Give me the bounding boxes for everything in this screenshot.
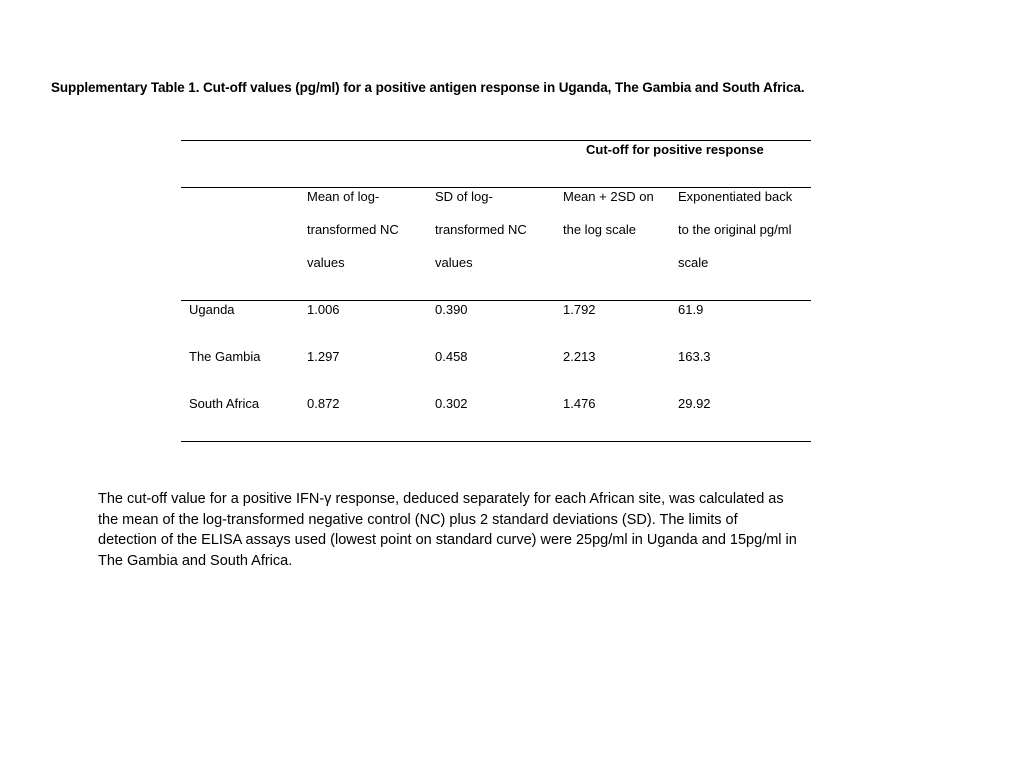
table-bottom-rule <box>181 441 811 442</box>
table-cell: 1.297 <box>307 349 340 364</box>
footnote-line: The cut-off value for a positive IFN-γ response, deduced separately for each African site, was calculated as <box>98 491 784 507</box>
table-cell: 1.792 <box>563 302 596 317</box>
column-header-mean-2sd <box>563 180 654 246</box>
column-header-line: Exponentiated back <box>678 189 793 204</box>
table-cell: 0.302 <box>435 396 468 411</box>
column-header-line: scale <box>678 255 709 270</box>
footnote <box>98 489 858 571</box>
column-header-line: transformed NC <box>435 222 527 237</box>
row-site-label: Uganda <box>189 302 235 317</box>
table-cell: 29.92 <box>678 396 711 411</box>
footnote-line: detection of the ELISA assays used (lowest point on standard curve) were 25pg/ml in Uganda and 15pg/ml in <box>98 532 797 548</box>
column-header-line: Mean + 2SD on <box>563 189 654 204</box>
footnote-line: the mean of the log-transformed negative control (NC) plus 2 standard deviations (SD). The limits of <box>98 511 738 528</box>
table-cell: 61.9 <box>678 302 704 317</box>
table-cell: 0.872 <box>307 396 340 411</box>
column-header-line: SD of log- <box>435 189 493 204</box>
column-header-mean <box>307 180 399 279</box>
table-title: Supplementary Table 1. Cut-off values (pg/ml) for a positive antigen response in Uganda, The Gambia and South Africa. <box>51 80 805 95</box>
group-header: Cut-off for positive response <box>586 142 764 157</box>
column-header-line: values <box>435 255 473 270</box>
table-cell: 2.213 <box>563 349 596 364</box>
footnote-line: The Gambia and South Africa. <box>98 552 293 569</box>
column-header-exponentiated <box>678 180 792 279</box>
column-header-line: transformed NC <box>307 222 399 237</box>
column-header-line: to the original pg/ml <box>678 222 792 237</box>
table-cell: 1.476 <box>563 396 596 411</box>
table-top-rule <box>181 140 811 141</box>
column-header-sd <box>435 180 527 279</box>
column-header-line: values <box>307 255 345 270</box>
table-cell: 0.390 <box>435 302 468 317</box>
table-cell: 163.3 <box>678 349 711 364</box>
table-cell: 0.458 <box>435 349 468 364</box>
row-site-label: South Africa <box>189 396 260 411</box>
body-rule <box>181 300 811 301</box>
column-header-line: Mean of log- <box>307 189 380 204</box>
row-site-label: The Gambia <box>189 349 261 364</box>
table-cell: 1.006 <box>307 302 340 317</box>
column-header-line: the log scale <box>563 222 636 237</box>
